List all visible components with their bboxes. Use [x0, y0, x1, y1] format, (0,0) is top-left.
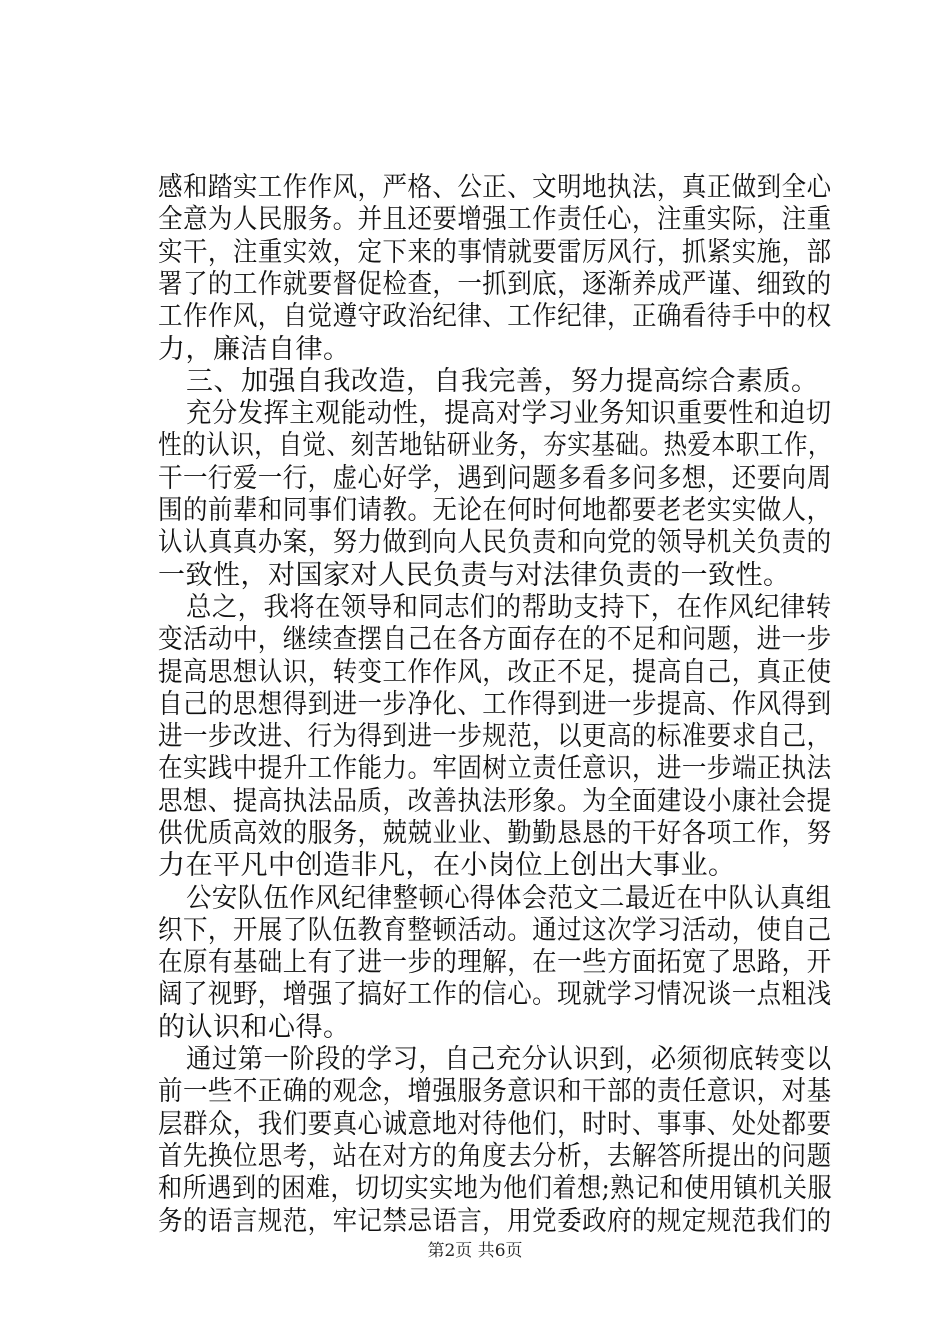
- text-line: 力在平凡中创造非凡，在小岗位上创出大事业。: [158, 850, 736, 881]
- text-line: 阔了视野，增强了搞好工作的信心。现就学习情况谈一点粗浅: [158, 979, 832, 1010]
- text-line: 供优质高效的服务，兢兢业业、勤勤恳恳的干好各项工作，努: [158, 818, 832, 849]
- text-line: 感和踏实工作作风，严格、公正、文明地执法，真正做到全心: [158, 172, 832, 203]
- text-line: 通过第一阶段的学习，自己充分认识到，必须彻底转变以: [186, 1044, 832, 1075]
- text-line: 首先换位思考，站在对方的角度去分析，去解答所提出的问题: [158, 1141, 832, 1172]
- text-line: 自己的思想得到进一步净化、工作得到进一步提高、作风得到: [158, 689, 832, 720]
- text-line: 围的前辈和同事们请教。无论在何时何地都要老老实实做人，: [158, 495, 832, 526]
- text-line: 工作作风，自觉遵守政治纪律、工作纪律，正确看待手中的权: [158, 301, 832, 332]
- text-line: 干一行爱一行，虚心好学，遇到问题多看多问多想，还要向周: [158, 463, 832, 494]
- text-line: 实干，注重实效，定下来的事情就要雷厉风行，抓紧实施，部: [158, 237, 832, 268]
- text-line: 全意为人民服务。并且还要增强工作责任心，注重实际，注重: [158, 204, 832, 235]
- text-line: 务的语言规范，牢记禁忌语言，用党委政府的规定规范我们的: [158, 1206, 832, 1237]
- page-footer: 第2页 共6页: [427, 1241, 523, 1261]
- text-line: 在实践中提升工作能力。牢固树立责任意识，进一步端正执法: [158, 753, 832, 784]
- text-line: 在原有基础上有了进一步的理解，在一些方面拓宽了思路，开: [158, 947, 832, 978]
- text-line: 力，廉洁自律。: [158, 334, 351, 365]
- text-line: 层群众，我们要真心诚意地对待他们，时时、事事、处处都要: [158, 1109, 832, 1140]
- text-line: 提高思想认识，转变工作作风，改正不足，提高自己，真正使: [158, 657, 832, 688]
- text-line: 总之，我将在领导和同志们的帮助支持下，在作风纪律转: [186, 592, 832, 623]
- section-heading: 三、加强自我改造，自我完善，努力提高综合素质。: [186, 366, 819, 397]
- text-line: 的认识和心得。: [158, 1012, 351, 1043]
- text-line: 性的认识，自觉、刻苦地钻研业务，夯实基础。热爱本职工作，: [158, 430, 832, 461]
- text-line: 进一步改进、行为得到进一步规范，以更高的标准要求自己，: [158, 721, 832, 752]
- text-line: 充分发挥主观能动性，提高对学习业务知识重要性和迫切: [186, 398, 832, 429]
- text-line: 和所遇到的困难，切切实实地为他们着想;熟记和使用镇机关服: [158, 1173, 833, 1204]
- text-line: 署了的工作就要督促检查，一抓到底，逐渐养成严谨、细致的: [158, 269, 832, 300]
- text-line: 前一些不正确的观念，增强服务意识和干部的责任意识，对基: [158, 1076, 832, 1107]
- text-line: 认认真真办案，努力做到向人民负责和向党的领导机关负责的: [158, 527, 832, 558]
- text-line: 思想、提高执法品质，改善执法形象。为全面建设小康社会提: [158, 786, 832, 817]
- text-line: 变活动中，继续查摆自己在各方面存在的不足和问题，进一步: [158, 624, 832, 655]
- text-line: 一致性，对国家对人民负责与对法律负责的一致性。: [158, 560, 791, 591]
- text-line: 公安队伍作风纪律整顿心得体会范文二最近在中队认真组: [186, 883, 832, 914]
- text-line: 织下，开展了队伍教育整顿活动。通过这次学习活动，使自己: [158, 915, 832, 946]
